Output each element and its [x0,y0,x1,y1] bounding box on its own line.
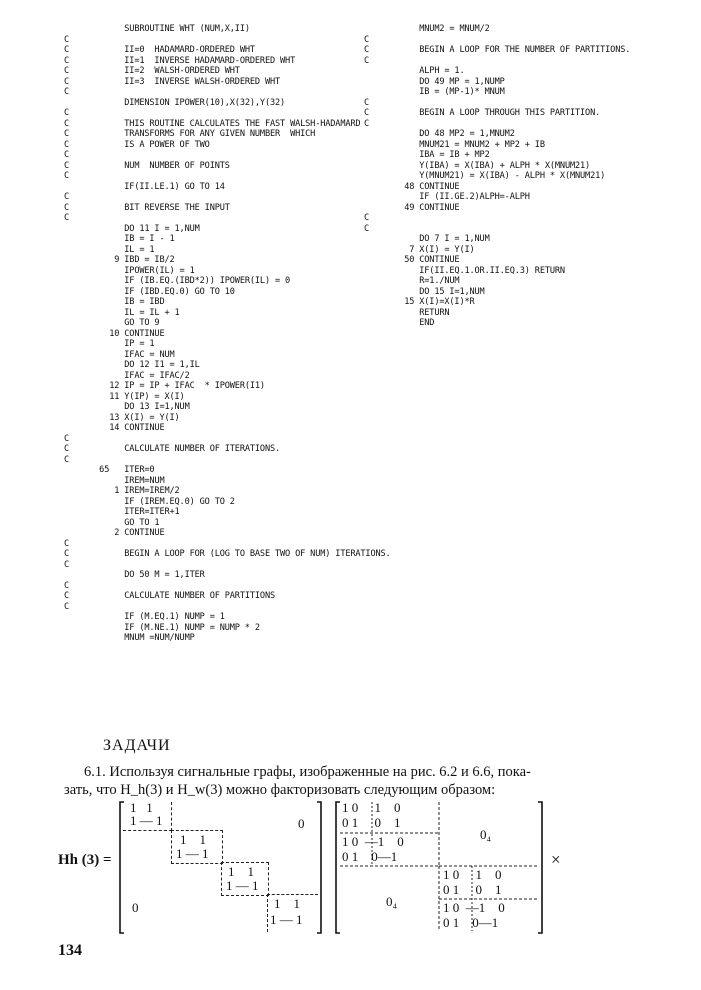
code-right-line: C [364,97,370,108]
problem-number: 6.1. [84,764,106,780]
code-left-line: IFAC = NUM [64,349,175,360]
code-right-line: C BEGIN A LOOP THROUGH THIS PARTITION. [364,108,601,118]
code-right-line: IF(II.EQ.1.OR.II.EQ.3) RETURN [364,265,565,276]
code-left-line: C CALCULATE NUMBER OF ITERATIONS. [64,444,281,454]
code-left-line: IF (M.NE.1) NUMP = NUMP * 2 [64,622,260,633]
code-right-line: C [364,34,370,45]
matrix-left-row-1: 1 1 [130,800,153,815]
problem-text-line-2: зать, что H_h(3) и H_w(3) можно факторизовать следующим образом: [64,782,496,798]
code-left-line: C [64,108,70,118]
matrix-right-row-6: 0 1 0 1 [443,882,502,897]
code-left-line: IF (M.EQ.1) NUMP = 1 [64,612,225,622]
code-right-line: IB = (MP-1)* MNUM [364,87,505,97]
code-right-line: Y(IBA) = X(IBA) + ALPH * X(MNUM21) [364,160,591,171]
matrix-left-row-6: 1 — 1 [226,878,259,893]
code-left-line: C II=0 HADAMARD-ORDERED WHT [64,45,255,55]
code-left-line: C [64,433,70,444]
code-right-line: RETURN [364,307,450,318]
code-left-line: C [64,150,70,160]
matrix-left-row-5: 1 1 [228,864,254,879]
matrix-left-zero-bottom: 0 [132,900,139,915]
code-right-line: 49 CONTINUE [364,202,460,213]
code-right-line: 15 X(I)=X(I)*R [364,297,475,307]
code-left-line: IP = 1 [64,339,155,349]
code-right-line: 48 CONTINUE [364,181,460,192]
code-left-line: IL = IL + 1 [64,307,180,318]
matrix-right-zero4-bottom: 0₄ [386,894,398,909]
code-right-line: END [364,318,435,328]
matrix-left-row-3: 1 1 [180,832,206,847]
code-right-line: DO 15 I=1,NUM [364,286,485,297]
code-left-line: 65 ITER=0 [64,465,155,475]
code-left-line: C THIS ROUTINE CALCULATES THE FAST WALSH-HADAMARD [64,118,361,129]
code-left-line: DO 50 M = 1,ITER [64,570,205,580]
code-listing-left [64,24,391,644]
code-right-line: DO 49 MP = 1,NUMP [364,76,505,87]
code-left-line: C [64,601,70,612]
matrix-left [118,800,323,935]
times-sign: × [551,850,561,869]
matrix-right-row-7: 1 0 —1 0 [443,900,505,915]
code-left-line: IF(II.LE.1) GO TO 14 [64,181,225,192]
page-number: 134 [58,942,82,959]
matrix-right-row-3: 1 0 —1 0 [342,834,404,849]
code-left-line: IB = I - 1 [64,234,175,244]
code-right-line: ALPH = 1. [364,66,465,76]
code-right-line: DO 7 I = 1,NUM [364,234,490,244]
code-right-line: C BEGIN A LOOP FOR THE NUMBER OF PARTITIONS. [364,45,631,55]
code-left-line: C [64,34,70,45]
code-left-line: GO TO 1 [64,517,160,528]
code-left-line: C BEGIN A LOOP FOR (LOG TO BASE TWO OF NUM) ITERATIONS. [64,549,391,559]
code-listing-right [364,24,630,329]
code-left-line: SUBROUTINE WHT (NUM,X,II) [64,24,250,34]
code-right-line: MNUM21 = MNUM2 + MP2 + IB [364,139,545,150]
code-left-line: C IS A POWER OF TWO [64,139,210,150]
code-left-line: MNUM =NUM/NUMP [64,633,195,643]
matrix-left-row-7: 1 1 [274,896,300,911]
code-right-line: IF (II.GE.2)ALPH=-ALPH [364,192,530,202]
code-left-line: DO 13 I=1,NUM [64,402,190,412]
code-left-line: C NUM NUMBER OF POINTS [64,160,230,171]
equation-label: Hh (3) = [58,852,112,868]
code-left-line: C II=3 INVERSE WALSH-ORDERED WHT [64,76,281,87]
code-left-line: C [64,192,70,202]
code-left-line: C CALCULATE NUMBER OF PARTITIONS [64,591,276,601]
code-left-line: C [64,171,70,181]
code-left-line: IF (IBD.EQ.0) GO TO 10 [64,286,235,297]
code-left-line: IREM=NUM [64,475,165,486]
code-right-line: Y(MNUM21) = X(IBA) - ALPH * X(MNUM21) [364,171,606,181]
matrix-right-row-2: 0 1 0 1 [342,815,401,830]
matrix-right-row-5: 1 0 1 0 [443,867,502,882]
code-left-line: DIMENSION IPOWER(10),X(32),Y(32) [64,97,286,108]
problem-text [84,763,644,781]
code-left-line: 13 X(I) = Y(I) [64,412,180,423]
code-left-line: C [64,213,70,223]
code-right-line: 7 X(I) = Y(I) [364,244,475,255]
code-left-line: 14 CONTINUE [64,423,165,433]
matrix-left-row-2: 1 — 1 [130,813,163,828]
matrix-right-zero4-top: 0₄ [480,827,492,842]
code-left-line: GO TO 9 [64,318,160,328]
matrix-right-row-8: 0 1 0—1 [443,915,499,930]
code-left-line: DO 11 I = 1,NUM [64,223,200,234]
code-left-line: 1 IREM=IREM/2 [64,486,180,496]
code-right-line: IBA = IB + MP2 [364,150,490,160]
code-left-line: C [64,559,70,570]
code-right-line: MNUM2 = MNUM/2 [364,24,490,34]
code-left-line: 2 CONTINUE [64,528,165,538]
code-left-line: C [64,454,70,465]
code-left-line: IF (IB.EQ.(IBD*2)) IPOWER(IL) = 0 [64,276,291,286]
section-heading: ЗАДАЧИ [103,737,171,754]
code-left-line: IL = 1 [64,244,155,255]
code-left-line: IPOWER(IL) = 1 [64,265,195,276]
code-left-line: 11 Y(IP) = X(I) [64,391,185,402]
code-left-line: C [64,87,70,97]
matrix-right-row-4: 0 1 0—1 [342,849,398,864]
code-left-line: DO 12 I1 = 1,IL [64,360,200,370]
code-left-line: IF (IREM.EQ.0) GO TO 2 [64,496,235,507]
matrix-left-row-4: 1 — 1 [176,846,209,861]
code-left-line: C [64,580,70,591]
code-right-line: C [364,223,370,234]
code-left-line: C BIT REVERSE THE INPUT [64,202,230,213]
code-right-line: C [364,55,370,66]
code-left-line: C II=1 INVERSE HADAMARD-ORDERED WHT [64,55,296,66]
problem-line-1: Используя сигнальные графы, изображенные на рис. 6.2 и 6.6, пока- [109,764,531,780]
code-left-line: 10 CONTINUE [64,328,165,339]
code-right-line: C [364,213,370,223]
matrix-right-row-1: 1 0 1 0 [342,800,401,815]
code-left-line: IFAC = IFAC/2 [64,370,190,381]
code-left-line: C [64,538,70,549]
code-left-line: 12 IP = IP + IFAC * IPOWER(I1) [64,381,265,391]
code-right-line: DO 48 MP2 = 1,MNUM2 [364,129,515,139]
code-left-line: C II=2 WALSH-ORDERED WHT [64,66,240,76]
code-left-line: IB = IBD [64,297,165,307]
code-right-line: 50 CONTINUE [364,255,460,265]
code-left-line: 9 IBD = IB/2 [64,255,175,265]
matrix-left-zero-top: 0 [298,816,305,831]
matrix-right [334,800,544,935]
code-left-line: C TRANSFORMS FOR ANY GIVEN NUMBER WHICH [64,129,316,139]
code-right-line: C [364,118,370,129]
code-right-line: R=1./NUM [364,276,460,286]
code-left-line: ITER=ITER+1 [64,507,180,517]
matrix-left-row-8: 1 — 1 [270,912,303,927]
